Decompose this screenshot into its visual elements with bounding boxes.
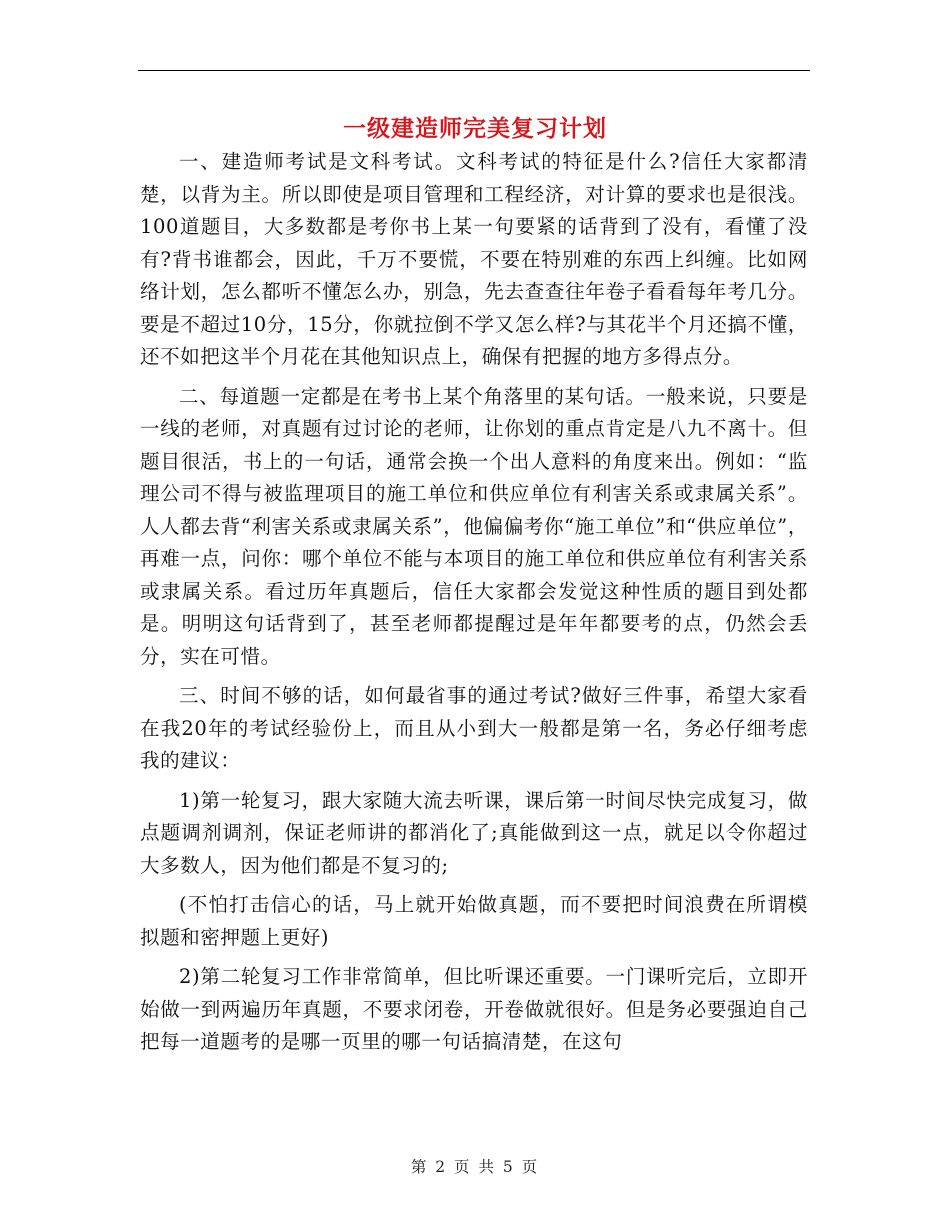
document-body — [140, 146, 808, 1066]
paragraph-5: (不怕打击信心的话，马上就开始做真题，而不要把时间浪费在所谓模拟题和密押题上更好) — [140, 893, 808, 949]
paragraph-3: 三、时间不够的话，如何最省事的通过考试?做好三件事，希望大家看在我20年的考试经验份上，而且从小到大一般都是第一名，务必仔细考虑我的建议： — [140, 684, 808, 772]
header-rule — [138, 70, 810, 71]
paragraph-2: 二、每道题一定都是在考书上某个角落里的某句话。一般来说，只要是一线的老师，对真题有过讨论的老师，让你划的重点肯定是八九不离十。但题目很活，书上的一句话，通常会换一个出人意料的角度来出。例如：“监理公司不得与被监理项目的施工单位和供应单位有利害关系或隶属关系”。人人都去背“利害关系或隶属关系”，他偏偏考你“施工单位”和“供应单位”，再难一点，问你：哪个单位不能与本项目的施工单位和供应单位有利害关系或隶属关系。看过历年真题后，信任大家都会发觉这种性质的题目到处都是。明明这句话背到了，甚至老师都提醒过是年年都要考的点，仍然会丢分，实在可惜。 — [140, 384, 808, 668]
page-number-footer: 第 2 页 共 5 页 — [410, 1158, 540, 1176]
paragraph-1: 一、建造师考试是文科考试。文科考试的特征是什么?信任大家都清楚，以背为主。所以即使是项目管理和工程经济，对计算的要求也是很浅。100道题目，大多数都是考你书上某一句要紧的话背到了没有，看懂了没有?背书谁都会，因此，千万不要慌，不要在特别难的东西上纠缠。比如网络计划，怎么都听不懂怎么办，别急，先去查查往年卷子看看每年考几分。要是不超过10分，15分，你就拉倒不学又怎么样?与其花半个月还搞不懂，还不如把这半个月花在其他知识点上，确保有把握的地方多得点分。 — [140, 150, 808, 368]
document-title: 一级建造师完美复习计划 — [343, 116, 607, 142]
paragraph-6: 2)第二轮复习工作非常简单，但比听课还重要。一门课听完后，立即开始做一到两遍历年真题，不要求闭卷，开卷做就很好。但是务必要强迫自己把每一道题考的是哪一页里的哪一句话搞清楚，在这句 — [140, 965, 808, 1053]
paragraph-4: 1)第一轮复习，跟大家随大流去听课，课后第一时间尽快完成复习，做点题调剂调剂，保证老师讲的都消化了;真能做到这一点，就足以令你超过大多数人，因为他们都是不复习的; — [140, 788, 808, 877]
